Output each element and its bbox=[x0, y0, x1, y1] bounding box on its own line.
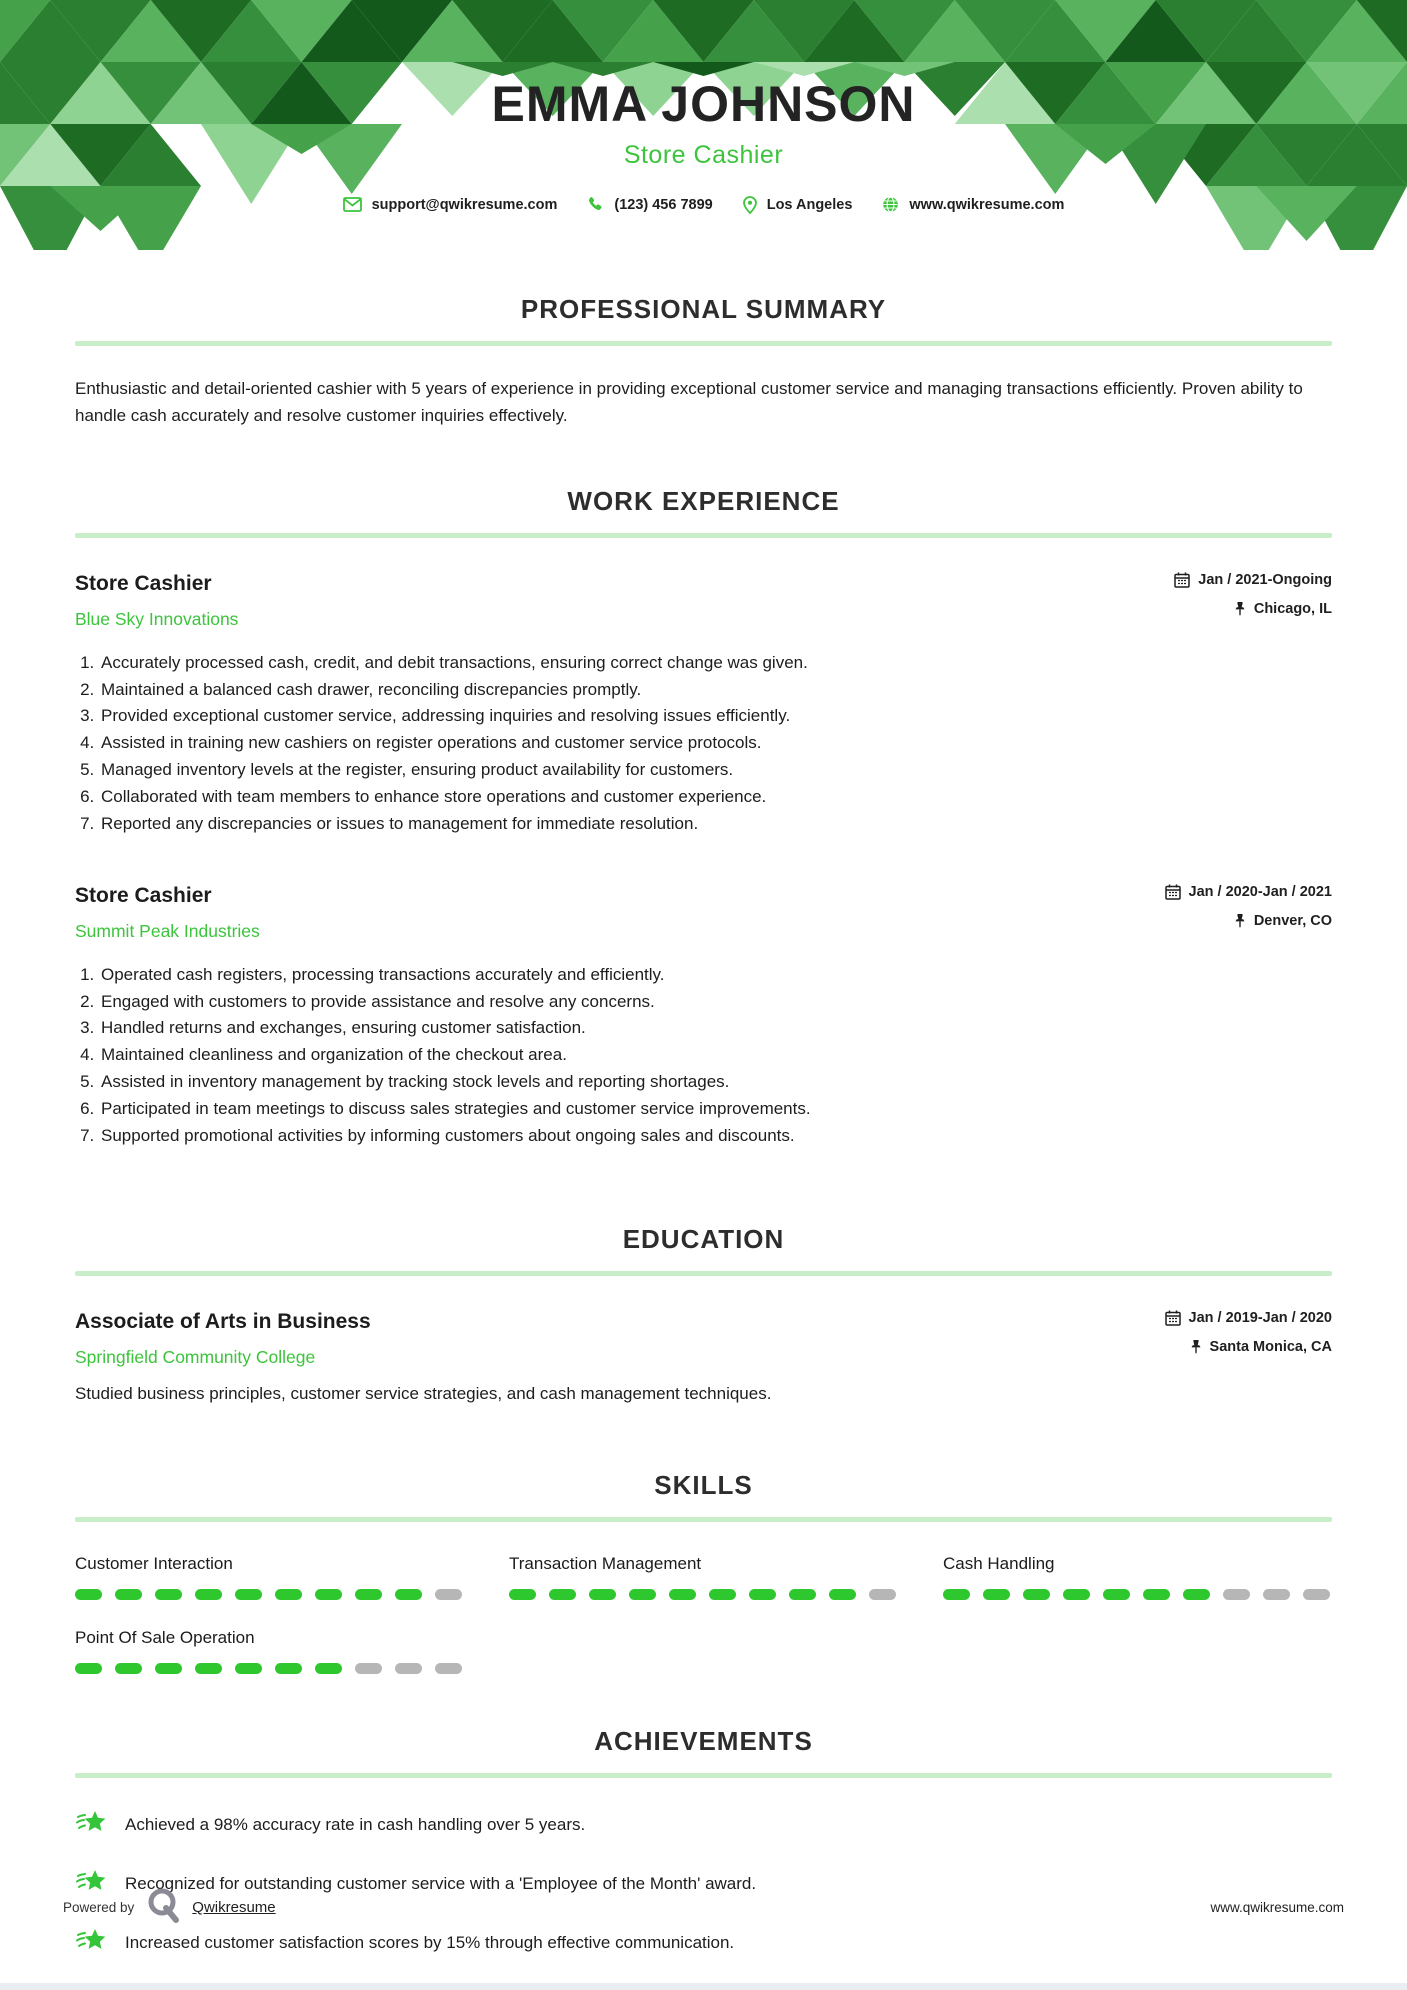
skill-level-bar bbox=[509, 1589, 898, 1600]
contact-location[interactable]: Los Angeles bbox=[743, 196, 853, 214]
section-divider bbox=[75, 341, 1332, 346]
job-title: Store Cashier bbox=[75, 883, 212, 907]
header-banner bbox=[0, 0, 1407, 250]
school-name: Springfield Community College bbox=[75, 1346, 316, 1367]
skill-name: Point Of Sale Operation bbox=[75, 1627, 255, 1647]
duty-item: 6. Collaborated with team members to enhance store operations and customer experience. bbox=[99, 784, 1332, 811]
section-divider bbox=[75, 1271, 1332, 1276]
job-dates: Jan / 2020-Jan / 2021 bbox=[1165, 884, 1333, 900]
achievement-item bbox=[75, 1808, 1332, 1843]
achievements-list bbox=[75, 1808, 1332, 1961]
skills-title: SKILLS bbox=[654, 1469, 753, 1500]
pushpin-icon bbox=[1190, 1339, 1202, 1355]
pushpin-icon bbox=[1234, 913, 1246, 929]
education-dates: Jan / 2019-Jan / 2020 bbox=[1165, 1310, 1333, 1326]
footer-website: www.qwikresume.com bbox=[1210, 1900, 1344, 1915]
calendar-icon bbox=[1165, 884, 1181, 900]
skill-name: Transaction Management bbox=[509, 1553, 702, 1573]
section-education bbox=[75, 1224, 1332, 1404]
duty-item: 5. Managed inventory levels at the register, ensuring product availability for customers. bbox=[99, 757, 1332, 784]
star-badge-icon bbox=[75, 1808, 107, 1843]
footer bbox=[63, 1887, 1344, 1928]
email-icon bbox=[343, 197, 362, 212]
phone-icon bbox=[587, 196, 604, 213]
contact-row bbox=[0, 196, 1407, 214]
candidate-role: Store Cashier bbox=[623, 140, 784, 169]
job-company: Blue Sky Innovations bbox=[75, 608, 239, 629]
duty-item: 1. Accurately processed cash, credit, and debit transactions, ensuring correct change was given. bbox=[99, 650, 1332, 677]
calendar-icon bbox=[1174, 572, 1190, 588]
contact-email[interactable]: support@qwikresume.com bbox=[343, 197, 558, 213]
section-divider bbox=[75, 533, 1332, 538]
education-description: Studied business principles, customer service strategies, and cash management techniques. bbox=[75, 1383, 772, 1403]
skill-name: Cash Handling bbox=[943, 1553, 1055, 1573]
duty-item: 7. Supported promotional activities by informing customers about ongoing sales and discounts. bbox=[99, 1123, 1332, 1150]
job-location: Chicago, IL bbox=[1174, 601, 1332, 617]
experience-title: WORK EXPERIENCE bbox=[567, 485, 840, 516]
section-divider bbox=[75, 1773, 1332, 1778]
section-summary bbox=[75, 294, 1332, 430]
duty-item: 7. Reported any discrepancies or issues to management for immediate resolution. bbox=[99, 811, 1332, 838]
job-location: Denver, CO bbox=[1165, 913, 1333, 929]
duty-item: 2. Engaged with customers to provide assistance and resolve any concerns. bbox=[99, 989, 1332, 1016]
achievement-item bbox=[75, 1926, 1332, 1961]
job-dates: Jan / 2021-Ongoing bbox=[1174, 572, 1332, 588]
summary-title: PROFESSIONAL SUMMARY bbox=[520, 294, 887, 324]
calendar-icon bbox=[1165, 1310, 1181, 1326]
education-location: Santa Monica, CA bbox=[1165, 1339, 1333, 1355]
duty-item: 4. Assisted in training new cashiers on register operations and customer service protocols. bbox=[99, 730, 1332, 757]
job-duties-list bbox=[75, 962, 1332, 1150]
globe-icon bbox=[882, 196, 899, 213]
job-entry bbox=[75, 884, 1332, 1150]
candidate-name: EMMA JOHNSON bbox=[491, 76, 916, 132]
section-skills bbox=[75, 1470, 1332, 1674]
section-divider bbox=[75, 1517, 1332, 1522]
duty-item: 3. Handled returns and exchanges, ensuring customer satisfaction. bbox=[99, 1015, 1332, 1042]
skill-item bbox=[509, 1554, 898, 1600]
contact-website[interactable]: www.qwikresume.com bbox=[882, 196, 1064, 213]
job-company: Summit Peak Industries bbox=[75, 920, 260, 941]
skill-level-bar bbox=[75, 1663, 464, 1674]
achievement-text: Achieved a 98% accuracy rate in cash handling over 5 years. bbox=[125, 1815, 586, 1835]
duty-item: 5. Assisted in inventory management by tracking stock levels and reporting shortages. bbox=[99, 1069, 1332, 1096]
duty-item: 3. Provided exceptional customer service, addressing inquiries and resolving issues efficiently. bbox=[99, 703, 1332, 730]
summary-text: Enthusiastic and detail-oriented cashier with 5 years of experience in providing exceptional customer service and managing transactions efficiently. Proven ability to handle cash accurately and resolve customer inquiries effectively. bbox=[75, 379, 1303, 425]
skill-level-bar bbox=[943, 1589, 1332, 1600]
duty-item: 2. Maintained a balanced cash drawer, reconciling discrepancies promptly. bbox=[99, 677, 1332, 704]
job-duties-list bbox=[75, 650, 1332, 838]
education-entry bbox=[75, 1310, 1332, 1404]
duty-item: 6. Participated in team meetings to discuss sales strategies and customer service improvements. bbox=[99, 1096, 1332, 1123]
duty-item: 1. Operated cash registers, processing transactions accurately and efficiently. bbox=[99, 962, 1332, 989]
job-title: Store Cashier bbox=[75, 571, 212, 595]
duty-item: 4. Maintained cleanliness and organization of the checkout area. bbox=[99, 1042, 1332, 1069]
pushpin-icon bbox=[1234, 601, 1246, 617]
achievement-text: Recognized for outstanding customer service with a 'Employee of the Month' award. bbox=[125, 1874, 757, 1894]
skill-name: Customer Interaction bbox=[75, 1553, 233, 1573]
qwikresume-logo-icon bbox=[146, 1887, 180, 1928]
skill-level-bar bbox=[75, 1589, 464, 1600]
powered-by-label: Powered by bbox=[63, 1900, 135, 1915]
qwikresume-link[interactable]: Qwikresume bbox=[192, 1899, 276, 1916]
skill-item bbox=[75, 1554, 464, 1600]
skill-item bbox=[943, 1554, 1332, 1600]
degree-title: Associate of Arts in Business bbox=[75, 1309, 371, 1333]
job-entry bbox=[75, 572, 1332, 838]
achievement-text: Increased customer satisfaction scores by 15% through effective communication. bbox=[125, 1933, 735, 1953]
section-experience bbox=[75, 486, 1332, 1150]
skills-grid bbox=[75, 1554, 1332, 1674]
location-pin-icon bbox=[743, 196, 757, 214]
skill-item bbox=[75, 1628, 464, 1674]
contact-phone[interactable]: (123) 456 7899 bbox=[587, 196, 712, 213]
achievements-title: ACHIEVEMENTS bbox=[594, 1725, 813, 1756]
page-bottom-edge bbox=[0, 1983, 1407, 1990]
education-title: EDUCATION bbox=[622, 1223, 785, 1254]
star-badge-icon bbox=[75, 1926, 107, 1961]
